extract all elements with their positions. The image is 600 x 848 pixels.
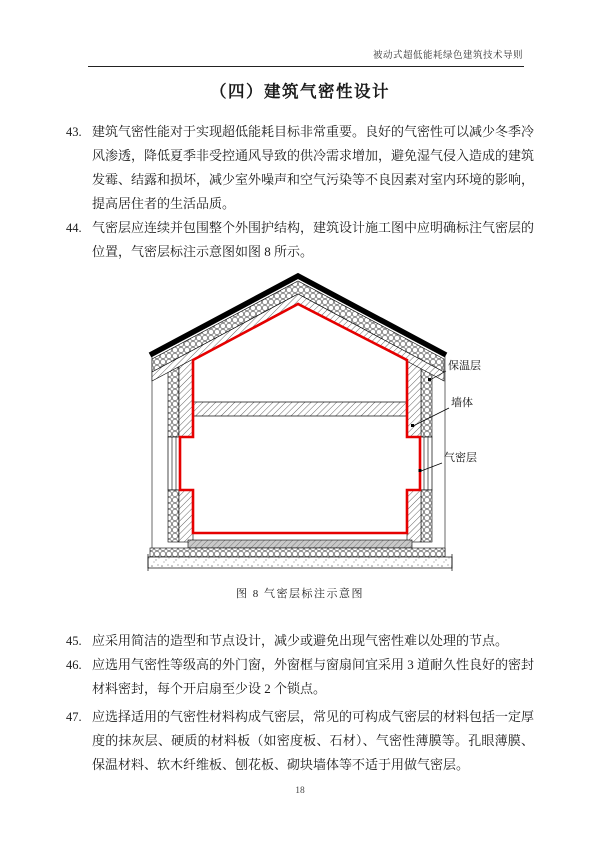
figure-8-airtight-layer-diagram [100, 263, 500, 588]
paragraph-number: 46. [66, 658, 82, 672]
left-wall-upper [179, 359, 193, 437]
running-header: 被动式超低能耗绿色建筑技术导则 [372, 51, 523, 61]
paragraph-number: 44. [66, 221, 82, 235]
paragraph-text: 应采用简洁的造型和节点设计，减少或避免出现气密性难以处理的节点。 [92, 633, 509, 648]
intermediate-floor-slab [193, 402, 407, 416]
paragraph-43 [66, 120, 534, 216]
ground-floor-slab [188, 540, 412, 548]
label-insulation-layer: 保温层 [448, 360, 481, 372]
leader-dot-airtight [419, 469, 422, 472]
paragraph-44 [66, 216, 534, 264]
section-title: （四）建筑气密性设计 [210, 82, 390, 101]
paragraph-text: 应选择适用的气密性材料构成气密层，常见的可构成气密层的材料包括一定厚度的抹灰层、硬质的材料板（如密度板、石材）、气密性薄膜等。孔眼薄膜、保温材料、软木纤维板、刨花板、砌块墙体等不适于用做气密层。 [92, 709, 535, 772]
foundation [148, 557, 452, 568]
paragraph-46 [66, 653, 534, 701]
paragraph-text: 建筑气密性能对于实现超低能耗目标非常重要。良好的气密性可以减少冬季冷风渗透，降低夏季非受控通风导致的供冷需求增加，避免湿气侵入造成的建筑发霉、结露和损坏，减少室外噪声和空气污染等不良因素对室内环境的影响，提高居住者的生活品质。 [92, 124, 535, 211]
paragraph-47 [66, 705, 534, 777]
label-wall: 墙体 [451, 397, 473, 409]
right-wall-insulation-lower [421, 490, 432, 542]
right-wall-lower [407, 490, 421, 542]
page-number: 18 [295, 786, 305, 796]
paragraph-text: 气密层应连续并包围整个外围护结构，建筑设计施工图中应明确标注气密层的位置，气密层标注示意图如图 8 所示。 [92, 220, 535, 259]
left-wall-lower [179, 490, 193, 542]
figure-caption: 图 8 气密层标注示意图 [236, 588, 364, 600]
paragraph-number: 43. [66, 125, 82, 139]
left-wall-insulation-lower [168, 490, 179, 542]
paragraph-45 [66, 629, 534, 653]
paragraph-number: 45. [66, 634, 82, 648]
paragraph-text: 应选用气密性等级高的外门窗，外窗框与窗扇间宜采用 3 道耐久性良好的密封材料密封，每个开启扇至少设 2 个锁点。 [92, 657, 535, 696]
floor-insulation-layer [150, 548, 445, 557]
header-rule [88, 66, 524, 67]
label-airtight-layer: 气密层 [444, 452, 477, 464]
left-window [168, 437, 180, 490]
right-window [420, 437, 432, 490]
paragraph-number: 47. [66, 710, 82, 724]
